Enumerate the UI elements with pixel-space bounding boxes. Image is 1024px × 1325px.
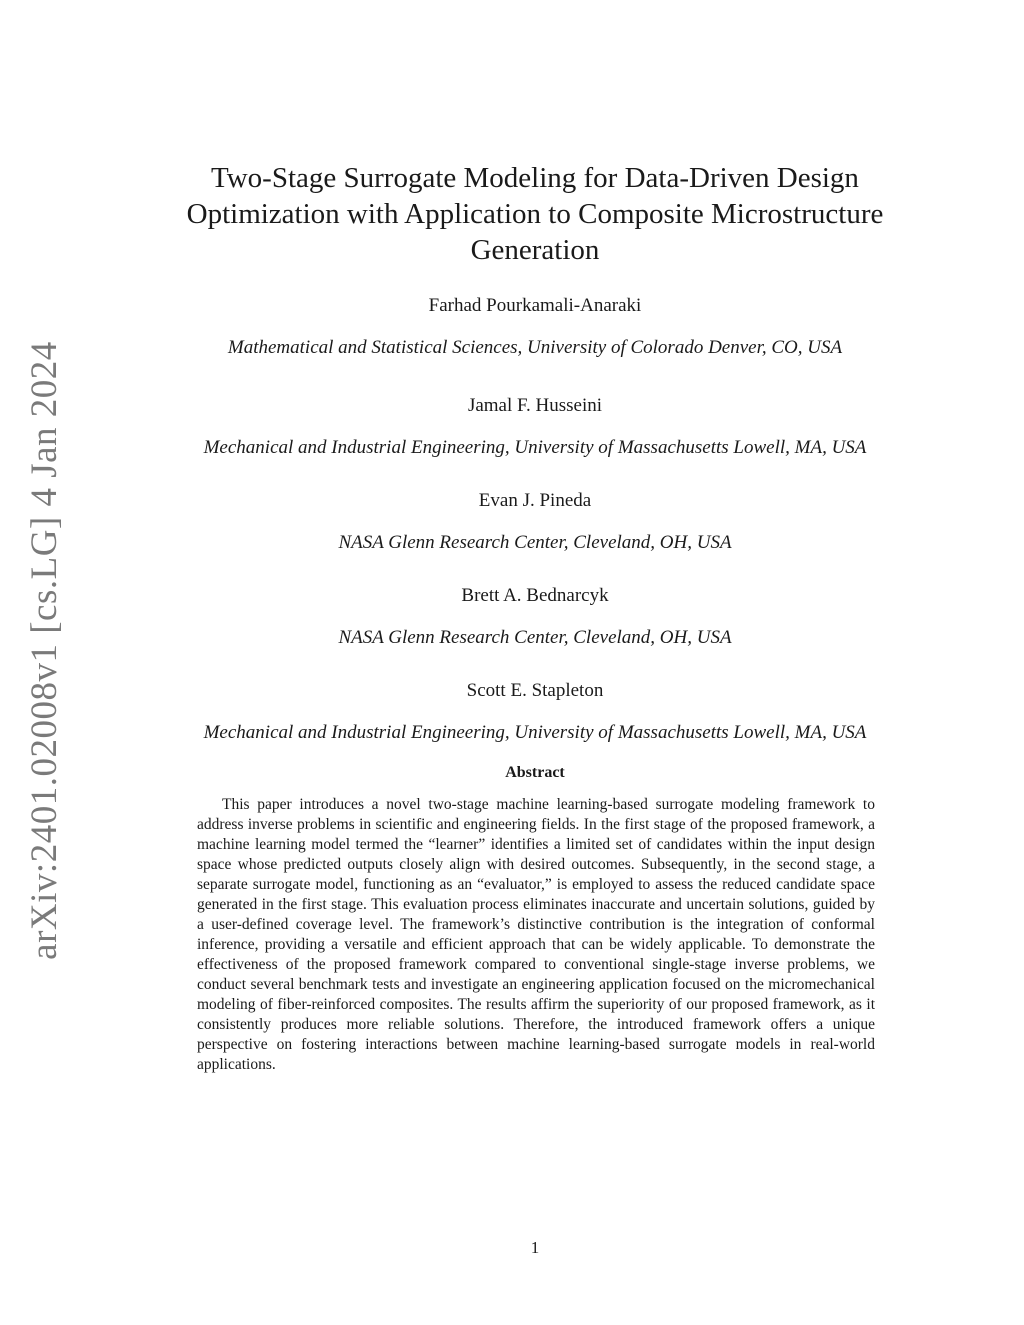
author-affiliation: NASA Glenn Research Center, Cleveland, OH, USA	[338, 532, 732, 553]
author-name: Jamal F. Husseini	[467, 395, 603, 416]
author-affiliation: NASA Glenn Research Center, Cleveland, OH, USA	[338, 627, 732, 648]
author-affiliation: Mathematical and Statistical Sciences, University of Colorado Denver, CO, USA	[227, 337, 843, 358]
arxiv-stamp	[20, 340, 68, 960]
author-name: Brett A. Bednarcyk	[461, 585, 609, 606]
page-number: 1	[530, 1238, 540, 1257]
author-affiliation: Mechanical and Industrial Engineering, University of Massachusetts Lowell, MA, USA	[203, 722, 867, 743]
abstract-heading: Abstract	[505, 764, 565, 781]
author-name: Evan J. Pineda	[478, 490, 592, 511]
author-name: Scott E. Stapleton	[466, 680, 604, 701]
author-name: Farhad Pourkamali-Anaraki	[428, 295, 642, 316]
arxiv-stamp-text: arXiv:2401.02008v1 [cs.LG] 4 Jan 2024	[23, 340, 65, 960]
abstract-text: This paper introduces a novel two-stage machine learning-based surrogate modeling framework to address inverse problems in scientific and engineering fields. In the first stage of the proposed framework, a machine learning model termed the “learner” identifies a limited set of candidates within the input design space whose predicted outputs closely align with desired outcomes. Subsequently, in the second stage, a separate surrogate model, functioning as an “evaluator,” is employed to assess the reduced candidate space generated in the first stage. This evaluation process eliminates inaccurate and uncertain solutions, guided by a user-defined coverage level. The framework’s distinctive contribution is the integration of conformal inference, providing a versatile and efficient approach that can be widely applicable. To demonstrate the effectiveness of the proposed framework compared to conventional single-stage inverse problems, we conduct several benchmark tests and investigate an engineering application focused on the micromechanical modeling of fiber-reinforced composites. The results affirm the superiority of our proposed framework, as it consistently produces more reliable solutions. Therefore, the introduced framework offers a unique perspective on fostering interactions between machine learning-based surrogate models in real-world applications.	[197, 796, 875, 1073]
paper-title: Two-Stage Surrogate Modeling for Data-Driven Design Optimization with Application to Composite Microstructure Generation	[186, 162, 884, 266]
author-affiliation: Mechanical and Industrial Engineering, University of Massachusetts Lowell, MA, USA	[203, 437, 867, 458]
